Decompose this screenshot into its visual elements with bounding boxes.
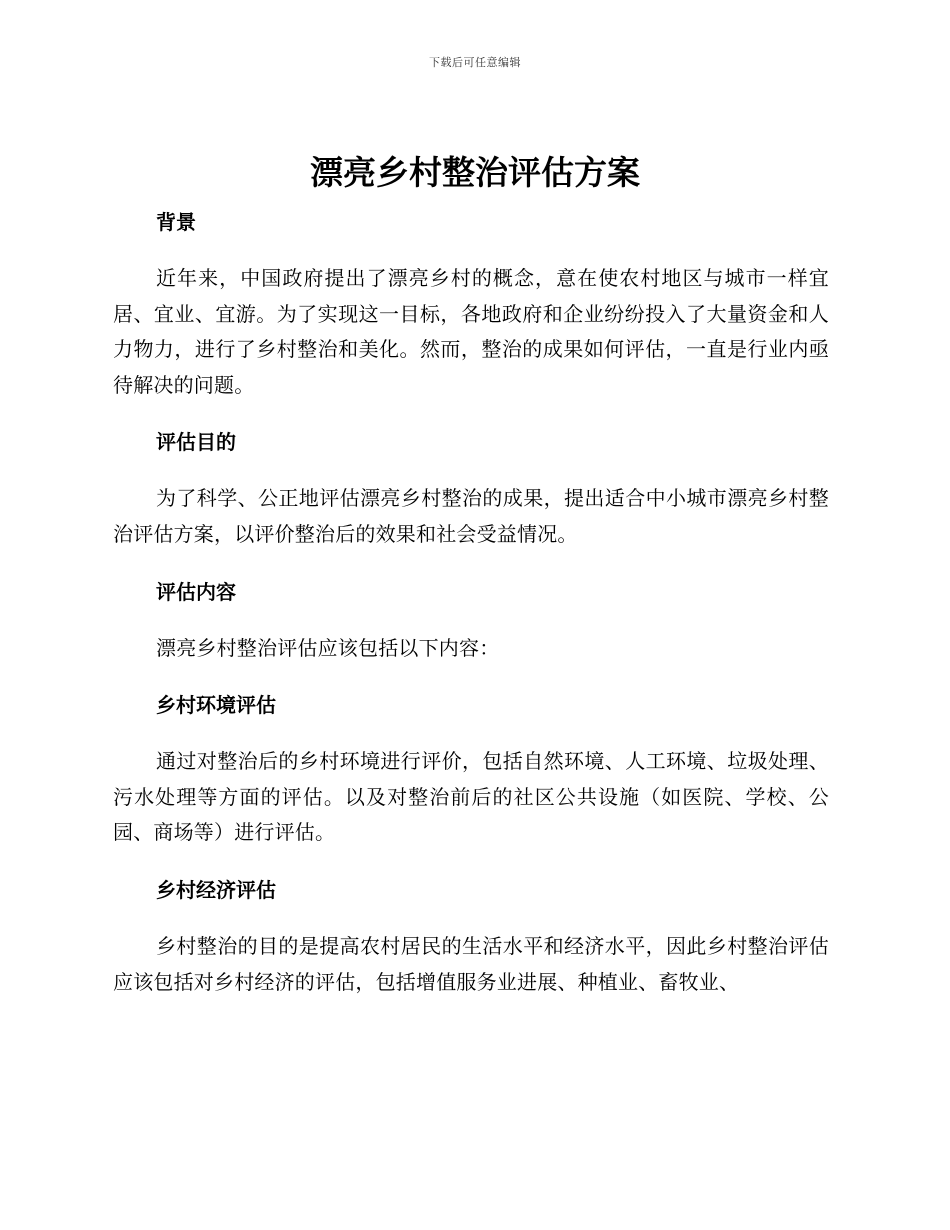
section-heading-content: 评估内容 xyxy=(156,579,236,604)
section-heading-economy: 乡村经济评估 xyxy=(156,877,276,902)
header-note: 下载后可任意编辑 xyxy=(429,56,521,69)
section-paragraph-purpose: 为了科学、公正地评估漂亮乡村整治的成果，提出适合中小城市漂亮乡村整治评估方案，以评价整治后的效果和社会受益情况。 xyxy=(113,486,829,546)
section-heading-purpose: 评估目的 xyxy=(156,430,236,455)
document-body xyxy=(113,204,829,1021)
document-title: 漂亮乡村整治评估方案 xyxy=(310,153,640,192)
section-paragraph-content: 漂亮乡村整治评估应该包括以下内容： xyxy=(156,635,500,660)
section-heading-environment: 乡村环境评估 xyxy=(156,693,276,718)
section-paragraph-environment: 通过对整治后的乡村环境进行评价，包括自然环境、人工环境、垃圾处理、污水处理等方面的评估。以及对整治前后的社区公共设施（如医院、学校、公园、商场等）进行评估。 xyxy=(113,749,829,845)
section-heading-background: 背景 xyxy=(156,210,196,234)
section-paragraph-background: 近年来，中国政府提出了漂亮乡村的概念，意在使农村地区与城市一样宜居、宜业、宜游。为了实现这一目标，各地政府和企业纷纷投入了大量资金和人力物力，进行了乡村整治和美化。然而，整治的成果如何评估，一直是行业内亟待解决的问题。 xyxy=(113,266,829,397)
section-paragraph-economy: 乡村整治的目的是提高农村居民的生活水平和经济水平，因此乡村整治评估应该包括对乡村经济的评估，包括增值服务业进展、种植业、畜牧业、 xyxy=(113,933,829,994)
